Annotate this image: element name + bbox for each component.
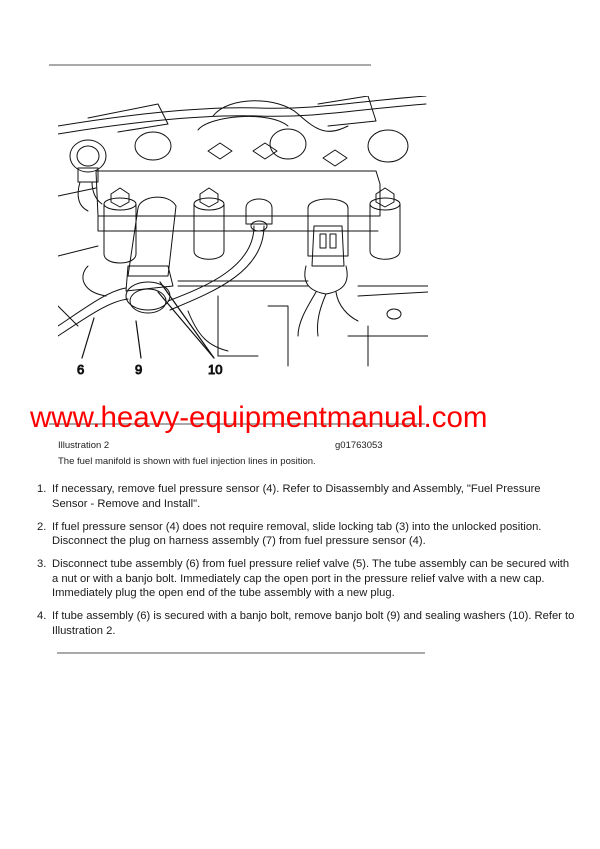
callout-10: 10 [208, 362, 223, 377]
step-text: Disconnect tube assembly (6) from fuel pressure relief valve (5). The tube assembly can be secured with a nut or with a banjo bolt. Immediately cap the open port in the pressure relief valve with a new cap. Immediately plug the open end of the tube assembly with a new plug. [52, 558, 570, 599]
figure-label: Illustration 2 [58, 440, 110, 451]
callout-leaders [82, 282, 214, 358]
figure-caption: The fuel manifold is shown with fuel injection lines in position. [58, 456, 316, 467]
step-number: 1. [37, 483, 47, 495]
engine-line-drawing [58, 96, 428, 366]
step-item [37, 520, 577, 549]
step-text: If tube assembly (6) is secured with a banjo bolt, remove banjo bolt (9) and sealing washers (10). Refer to Illustration 2. [52, 610, 575, 637]
step-number: 2. [37, 520, 47, 533]
step-item [37, 557, 577, 601]
step-text: If fuel pressure sensor (4) does not require removal, slide locking tab (3) into the unlocked position. Disconnect the plug on harness assembly (7) from fuel pressure sensor (4). [52, 520, 542, 547]
step-item [37, 482, 577, 511]
procedure-steps [37, 482, 577, 647]
step-number: 3. [37, 558, 47, 570]
figure-id: g01763053 [335, 440, 383, 451]
callout-6: 6 [77, 362, 85, 377]
step-number: 4. [37, 610, 47, 622]
callout-9: 9 [135, 362, 143, 377]
step-item [37, 609, 577, 638]
fuel-manifold-illustration [58, 96, 428, 382]
top-divider [49, 64, 371, 66]
bottom-divider [57, 652, 425, 654]
watermark-link[interactable]: www.heavy-equipmentmanual.com [30, 401, 488, 434]
step-text: If necessary, remove fuel pressure sensor (4). Refer to Disassembly and Assembly, "Fuel Pressure Sensor - Remove and Install". [52, 483, 541, 510]
